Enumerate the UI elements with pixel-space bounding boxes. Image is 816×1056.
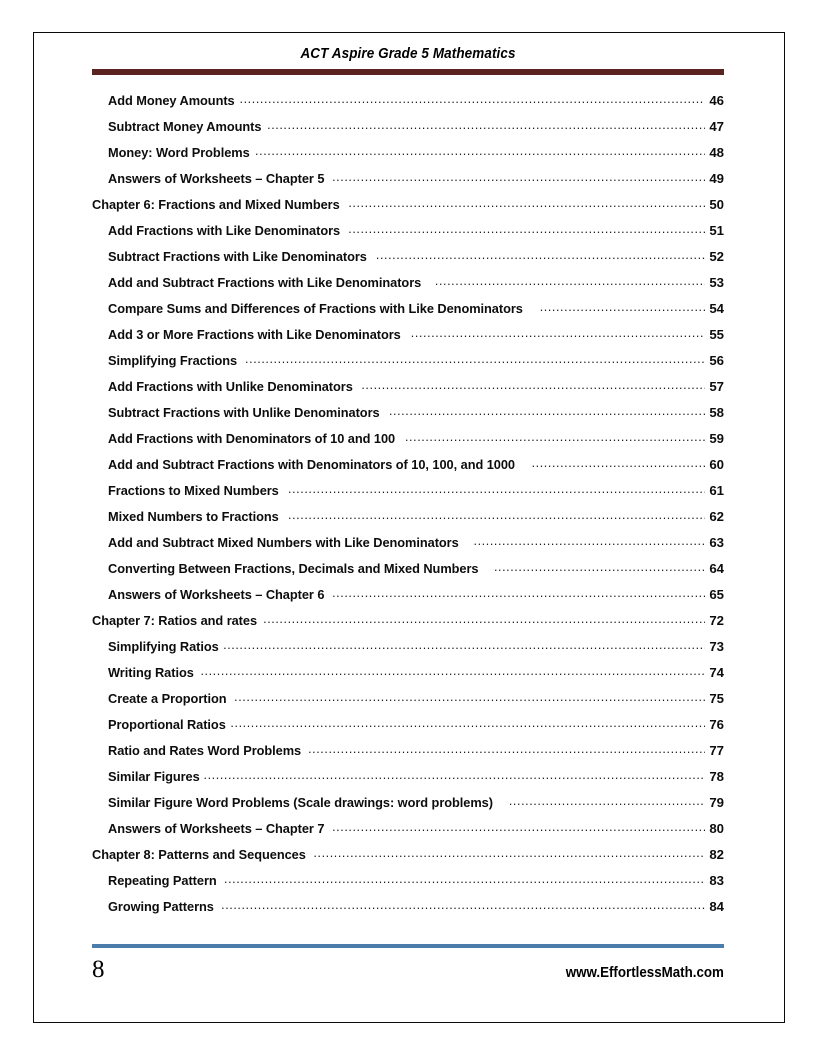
toc-leader-dots: [494, 560, 705, 573]
toc-leader-dots: [474, 534, 705, 547]
toc-page-number: 59: [709, 431, 724, 446]
toc-leader-dots: [405, 430, 705, 443]
toc-leader-dots: [435, 274, 705, 287]
toc-leader-dots: [308, 742, 705, 755]
toc-entry-row[interactable]: [92, 300, 724, 326]
toc-leader-dots: [348, 222, 705, 235]
toc-page-number: 63: [709, 535, 724, 550]
toc-entry-row[interactable]: [92, 482, 724, 508]
page-header: [92, 46, 724, 75]
toc-entry-row[interactable]: [92, 326, 724, 352]
toc-entry-row[interactable]: [92, 92, 724, 118]
toc-entry-row[interactable]: [92, 378, 724, 404]
toc-page-number: 64: [709, 561, 724, 576]
toc-leader-dots: [240, 92, 705, 105]
footer-divider-rule: [92, 944, 724, 948]
toc-page-number: 55: [709, 327, 724, 342]
toc-page-number: 60: [709, 457, 724, 472]
toc-leader-dots: [361, 378, 705, 391]
toc-entry-label: Answers of Worksheets – Chapter 7: [108, 821, 325, 836]
page-footer: [92, 944, 724, 983]
toc-page-number: 83: [709, 873, 724, 888]
toc-leader-dots: [288, 482, 705, 495]
toc-entry-row[interactable]: [92, 898, 724, 924]
toc-entry-label: Writing Ratios: [108, 665, 194, 680]
toc-page-number: 56: [709, 353, 724, 368]
toc-entry-label: Add and Subtract Fractions with Like Denominators: [108, 275, 422, 290]
toc-entry-label: Chapter 6: Fractions and Mixed Numbers: [92, 197, 340, 212]
toc-leader-dots: [267, 118, 705, 131]
toc-page-number: 79: [709, 795, 724, 810]
toc-page-number: 75: [709, 691, 724, 706]
toc-entry-label: Add and Subtract Mixed Numbers with Like Denominators: [108, 535, 459, 550]
toc-entry-label: Add 3 or More Fractions with Like Denominators: [108, 327, 401, 342]
toc-entry-row[interactable]: [92, 404, 724, 430]
toc-entry-label: Simplifying Ratios: [108, 639, 219, 654]
toc-entry-label: Create a Proportion: [108, 691, 227, 706]
toc-entry-label: Mixed Numbers to Fractions: [108, 509, 279, 524]
toc-leader-dots: [221, 898, 705, 911]
table-of-contents: [92, 92, 724, 924]
toc-leader-dots: [313, 846, 705, 859]
toc-entry-label: Proportional Ratios: [108, 717, 226, 732]
toc-entry-label: Similar Figures: [108, 769, 200, 784]
toc-entry-row[interactable]: [92, 222, 724, 248]
toc-page-number: 65: [709, 587, 724, 602]
toc-entry-row[interactable]: [92, 352, 724, 378]
toc-entry-label: Compare Sums and Differences of Fractions with Like Denominators: [108, 301, 523, 316]
toc-leader-dots: [389, 404, 705, 417]
toc-leader-dots: [332, 170, 705, 183]
toc-page-number: 52: [709, 249, 724, 264]
toc-page-number: 48: [709, 145, 724, 160]
toc-leader-dots: [332, 586, 705, 599]
toc-entry-row[interactable]: [92, 742, 724, 768]
toc-leader-dots: [332, 820, 705, 833]
toc-entry-label: Add Fractions with Denominators of 10 and 100: [108, 431, 396, 446]
toc-entry-row[interactable]: [92, 534, 724, 560]
toc-entry-row[interactable]: [92, 638, 724, 664]
toc-leader-dots: [532, 456, 705, 469]
toc-entry-row[interactable]: [92, 144, 724, 170]
toc-entry-row[interactable]: [92, 560, 724, 586]
toc-entry-row[interactable]: [92, 820, 724, 846]
toc-leader-dots: [288, 508, 705, 521]
toc-entry-label: Similar Figure Word Problems (Scale drawings: word problems): [108, 795, 493, 810]
toc-leader-dots: [200, 664, 705, 677]
toc-entry-row[interactable]: [92, 664, 724, 690]
toc-entry-row[interactable]: [92, 690, 724, 716]
toc-page-number: 78: [709, 769, 724, 784]
toc-entry-row[interactable]: [92, 118, 724, 144]
toc-page-number: 62: [709, 509, 724, 524]
toc-page-number: 51: [709, 223, 724, 238]
header-divider-rule: [92, 69, 724, 75]
toc-leader-dots: [263, 612, 705, 625]
toc-page-number: 77: [709, 743, 724, 758]
toc-entry-label: Money: Word Problems: [108, 145, 250, 160]
toc-page-number: 84: [709, 899, 724, 914]
toc-entry-row[interactable]: [92, 508, 724, 534]
footer-website-link[interactable]: www.EffortlessMath.com: [565, 965, 724, 981]
toc-page-number: 74: [709, 665, 724, 680]
toc-entry-label: Add Fractions with Unlike Denominators: [108, 379, 353, 394]
footer-row: [92, 957, 724, 983]
toc-page-number: 73: [709, 639, 724, 654]
toc-entry-row[interactable]: [92, 430, 724, 456]
toc-leader-dots: [411, 326, 705, 339]
toc-leader-dots: [255, 144, 705, 157]
toc-entry-label: Ratio and Rates Word Problems: [108, 743, 302, 758]
toc-entry-row[interactable]: [92, 456, 724, 482]
toc-chapter-row[interactable]: [92, 612, 724, 638]
toc-entry-label: Answers of Worksheets – Chapter 6: [108, 587, 325, 602]
toc-entry-row[interactable]: [92, 716, 724, 742]
toc-page-number: 49: [709, 171, 724, 186]
toc-entry-row[interactable]: [92, 586, 724, 612]
toc-leader-dots: [348, 196, 705, 209]
toc-leader-dots: [234, 690, 705, 703]
toc-page-number: 72: [709, 613, 724, 628]
toc-page-number: 82: [709, 847, 724, 862]
toc-entry-row[interactable]: [92, 170, 724, 196]
toc-entry-label: Converting Between Fractions, Decimals and Mixed Numbers: [108, 561, 479, 576]
toc-page-number: 54: [709, 301, 724, 316]
toc-chapter-row[interactable]: [92, 846, 724, 872]
toc-entry-row[interactable]: [92, 794, 724, 820]
toc-entry-label: Subtract Fractions with Like Denominators: [108, 249, 367, 264]
toc-leader-dots: [230, 716, 705, 729]
toc-entry-label: Answers of Worksheets – Chapter 5: [108, 171, 325, 186]
toc-entry-label: Add and Subtract Fractions with Denominators of 10, 100, and 1000: [108, 457, 515, 472]
toc-page-number: 76: [709, 717, 724, 732]
toc-leader-dots: [376, 248, 705, 261]
toc-entry-row[interactable]: [92, 274, 724, 300]
toc-leader-dots: [223, 638, 705, 651]
toc-leader-dots: [204, 768, 705, 781]
toc-entry-row[interactable]: [92, 248, 724, 274]
toc-chapter-row[interactable]: [92, 196, 724, 222]
toc-entry-label: Repeating Pattern: [108, 873, 217, 888]
toc-page-number: 46: [709, 93, 724, 108]
toc-entry-label: Add Money Amounts: [108, 93, 235, 108]
toc-entry-label: Subtract Fractions with Unlike Denominators: [108, 405, 380, 420]
toc-page-number: 57: [709, 379, 724, 394]
toc-page-number: 61: [709, 483, 724, 498]
header-title: ACT Aspire Grade 5 Mathematics: [300, 46, 516, 62]
toc-leader-dots: [509, 794, 705, 807]
footer-page-number: 8: [92, 956, 105, 983]
toc-page-number: 53: [709, 275, 724, 290]
toc-entry-row[interactable]: [92, 768, 724, 794]
toc-page-number: 58: [709, 405, 724, 420]
toc-entry-label: Subtract Money Amounts: [108, 119, 262, 134]
toc-leader-dots: [224, 872, 705, 885]
toc-page-number: 80: [709, 821, 724, 836]
toc-entry-label: Growing Patterns: [108, 899, 214, 914]
toc-entry-label: Chapter 7: Ratios and rates: [92, 613, 258, 628]
toc-leader-dots: [540, 300, 705, 313]
toc-entry-row[interactable]: [92, 872, 724, 898]
toc-entry-label: Simplifying Fractions: [108, 353, 238, 368]
toc-page-number: 47: [709, 119, 724, 134]
toc-entry-label: Chapter 8: Patterns and Sequences: [92, 847, 306, 862]
toc-page-number: 50: [709, 197, 724, 212]
toc-entry-label: Add Fractions with Like Denominators: [108, 223, 341, 238]
toc-leader-dots: [245, 352, 705, 365]
toc-entry-label: Fractions to Mixed Numbers: [108, 483, 279, 498]
